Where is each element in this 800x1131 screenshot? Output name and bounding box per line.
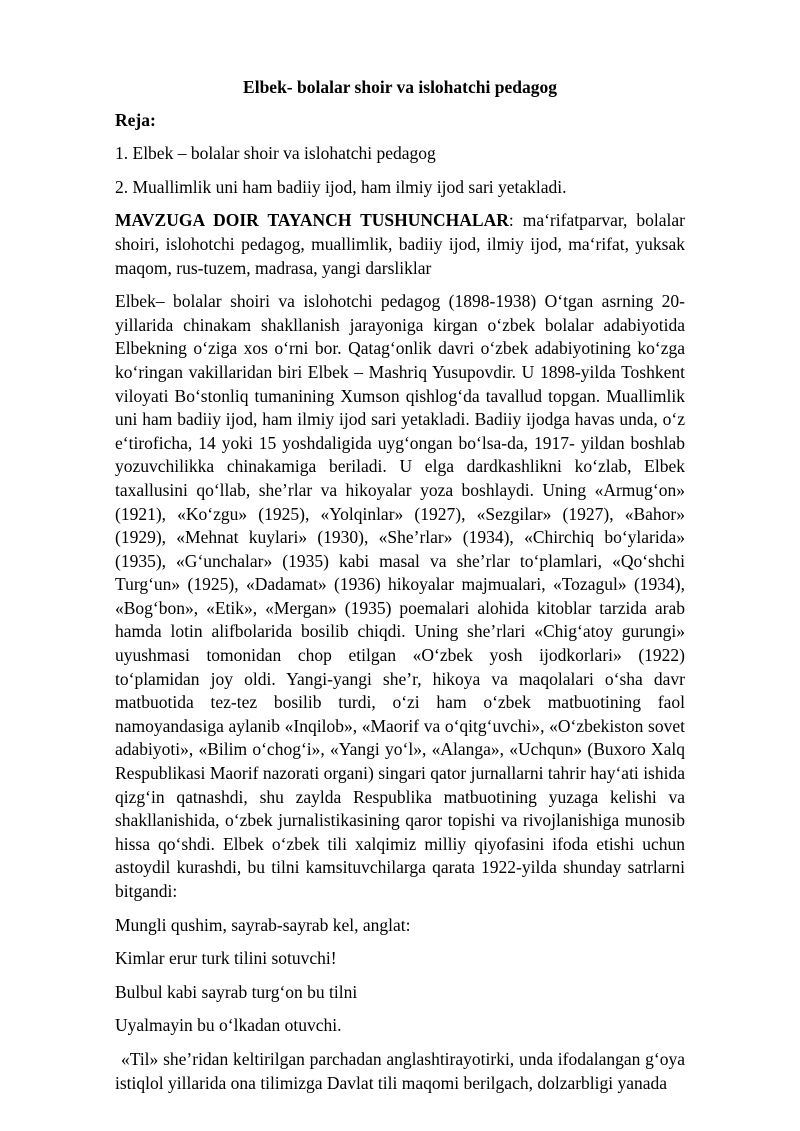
keywords-text: : maʻrifatparvar, bolalar shoiri, islohotchi pedagog, muallimlik, badiiy ijod, ilmiy ijod, maʻrifat, yuksak maqom, rus-tuzem, madrasa, yangi darsliklar bbox=[115, 210, 685, 278]
keywords-paragraph bbox=[115, 209, 685, 280]
poem-line-2: Kimlar erur turk tilini sotuvchi! bbox=[115, 948, 337, 969]
closing-paragraph: «Til» sheʼridan keltirilgan parchadan anglashtirayotirki, unda ifodalangan gʻoya istiqlol yillarida ona tilimizga Davlat tili maqomi berilgach, dolzarbligi yanada bbox=[115, 1048, 685, 1093]
poem-line-4: Uyalmayin bu oʻlkadan otuvchi. bbox=[115, 1015, 342, 1036]
poem-line-3: Bulbul kabi sayrab turgʻon bu tilni bbox=[115, 981, 358, 1002]
plan-item-2: 2. Muallimlik uni ham badiiy ijod, ham ilmiy ijod sari yetakladi. bbox=[115, 176, 567, 197]
document-body bbox=[115, 76, 685, 1095]
keywords-heading: MAVZUGA DOIR TAYANCH TUSHUNCHALAR bbox=[115, 210, 509, 231]
plan-item-1: 1. Elbek – bolalar shoir va islohatchi pedagog bbox=[115, 143, 436, 164]
main-paragraph: Elbek– bolalar shoiri va islohotchi pedagog (1898-1938) Oʻtgan asrning 20-yillarida chinakam shakllanish jarayoniga kirgan oʻzbek bolalar adabiyotida Elbekning oʻziga xos oʻrni bor. Qatagʻonlik davri oʻzbek adabiyotining koʻzga koʻringan vakillaridan biri Elbek – Mashriq Yusupovdir. U 1898-yilda Toshkent viloyati Boʻstonliq tumanining Xumson qishlogʻda tavallud topgan. Muallimlik uni ham badiiy ijod, ham ilmiy ijod sari yetakladi. Badiiy ijodga havas unda, oʻz eʻtiroficha, 14 yoki 15 yoshdaligida uygʻongan boʻlsa-da, 1917- yildan boshlab yozuvchilikka chinakamiga beriladi. U elga dardkashlikni koʻzlab, Elbek taxallusini qoʻllab, sheʼrlar va hikoyalar yoza boshlaydi. Uning «Armugʻon» (1921), «Koʻzgu» (1925), «Yolqinlar» (1927), «Sezgilar» (1927), «Bahor» (1929), «Mehnat kuylari» (1930), «Sheʼrlar» (1934), «Chirchiq boʻylarida» (1935), «Gʻunchalar» (1935) kabi masal va sheʼrlar toʻplamlari, «Qoʻshchi Turgʻun» (1925), «Dadamat» (1936) hikoyalar majmualari, «Tozagul» (1934), «Bogʻbon», «Etik», «Mergan» (1935) poemalari alohida kitoblar tarzida arab hamda lotin alifbolarida bosilib chiqdi. Uning sheʼrlari «Chigʻatoy gurungi» uyushmasi tomonidan chop etilgan «Oʻzbek yosh ijodkorlari» (1922) toʻplamidan joy oldi. Yangi-yangi sheʼr, hikoya va maqolalari oʻsha davr matbuotida tez-tez bosilib turdi, oʻzi ham oʻzbek matbuotining faol namoyandasiga aylanib «Inqilob», «Maorif va oʻqitgʻuvchi», «Oʻzbekiston sovet adabiyoti», «Bilim oʻchogʻi», «Yangi yoʻl», «Alanga», «Uchqun» (Buxoro Xalq Respublikasi Maorif nazorati organi) singari qator jurnallarni tahrir hayʻati ishida qizgʻin qatnashdi, shu zaylda Respublika matbuotining yuzaga kelishi va shakllanishida, oʻzbek jurnalistikasining qaror topishi va rivojlanishiga munosib hissa qoʻshdi. Elbek oʻzbek tili xalqimiz milliy qiyofasini ifoda etishi uchun astoydil kurashdi, bu tilni kamsituvchilarga qarata 1922-yilda shunday satrlarni bitgandi: bbox=[115, 291, 685, 901]
document-title: Elbek- bolalar shoir va islohatchi pedagog bbox=[243, 77, 557, 97]
poem-line-1: Mungli qushim, sayrab-sayrab kel, anglat: bbox=[115, 914, 411, 935]
plan-label: Reja: bbox=[115, 109, 156, 130]
